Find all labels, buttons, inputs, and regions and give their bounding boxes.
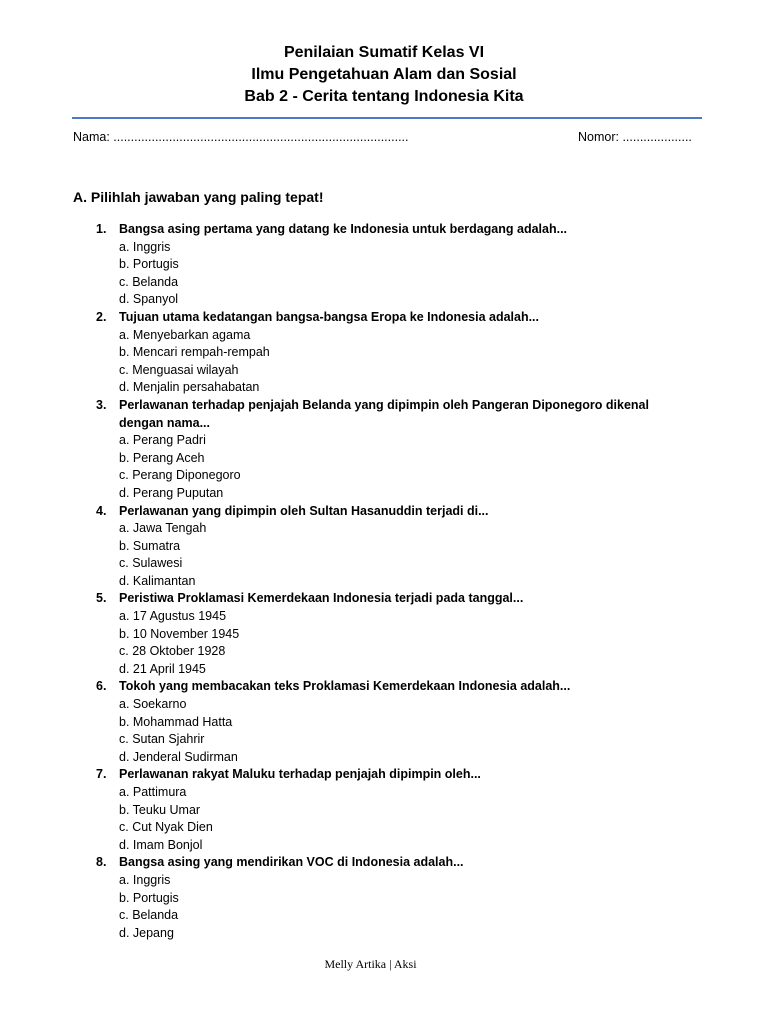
question-number: 2. [96,309,107,324]
question-item [0,397,768,503]
document-title [0,42,768,108]
answer-option: c. Belanda [119,274,179,289]
answer-option: d. Kalimantan [119,573,196,588]
answer-option: b. Portugis [119,890,179,905]
question-item [0,221,768,309]
question-item [0,590,768,678]
question-text: Bangsa asing pertama yang datang ke Indonesia untuk berdagang adalah... [119,222,568,236]
answer-option: d. Jenderal Sudirman [119,749,238,764]
answer-option: c. Cut Nyak Dien [119,820,213,835]
number-field-line: Nomor: .................... [578,130,692,144]
answer-option: a. Pattimura [119,785,187,799]
question-list [0,221,768,942]
answer-option: b. 10 November 1945 [119,626,240,641]
question-text: Tokoh yang membacakan teks Proklamasi Kemerdekaan Indonesia adalah... [119,679,571,694]
question-item [0,678,768,766]
question-text: Bangsa asing yang mendirikan VOC di Indonesia adalah... [119,855,464,870]
question-number: 4. [96,503,107,518]
title-divider [72,117,702,119]
question-number: 8. [96,855,107,870]
question-number: 6. [96,679,107,694]
question-number: 1. [96,222,107,236]
answer-option: a. Inggris [119,872,171,887]
answer-option: c. 28 Oktober 1928 [119,644,226,659]
answer-option: a. Inggris [119,239,171,254]
answer-option: d. Perang Puputan [119,485,224,500]
answer-option: b. Mohammad Hatta [119,714,233,729]
answer-option: c. Belanda [119,908,179,923]
answer-option: c. Perang Diponegoro [119,468,241,483]
footer-credit: Melly Artika | Aksi [324,957,417,971]
answer-option: c. Sulawesi [119,556,183,571]
answer-option: d. Jepang [119,925,174,940]
section-heading: A. Pilihlah jawaban yang paling tepat! [73,189,324,205]
answer-option: b. Perang Aceh [119,450,205,465]
answer-option: b. Sumatra [119,538,181,553]
question-item [0,503,768,591]
question-text: Perlawanan rakyat Maluku terhadap penjajah dipimpin oleh... [119,767,481,782]
answer-option: b. Portugis [119,257,179,272]
question-number: 3. [96,397,107,412]
title-line-2: Ilmu Pengetahuan Alam dan Sosial [251,66,517,83]
answer-option: b. Mencari rempah-rempah [119,345,270,360]
answer-option: d. 21 April 1945 [119,661,206,676]
question-number: 5. [96,591,107,606]
answer-option: a. Jawa Tengah [119,521,207,536]
answer-option: d. Spanyol [119,292,179,307]
answer-option: c. Menguasai wilayah [119,362,239,377]
answer-option: a. Perang Padri [119,433,206,448]
answer-option: d. Imam Bonjol [119,837,203,852]
answer-option: a. Menyebarkan agama [119,327,251,342]
question-item [0,309,768,397]
question-item [0,766,768,854]
question-item [0,854,768,942]
question-text: Perlawanan terhadap penjajah Belanda yang dipimpin oleh Pangeran Diponegoro dikenal dengan nama... [119,397,649,430]
answer-option: a. Soekarno [119,697,187,712]
question-text: Perlawanan yang dipimpin oleh Sultan Hasanuddin terjadi di... [119,503,489,518]
title-line-1: Penilaian Sumatif Kelas VI [283,44,485,61]
answer-option: b. Teuku Umar [119,802,201,817]
question-number: 7. [96,767,107,782]
answer-option: a. 17 Agustus 1945 [119,609,227,624]
answer-option: c. Sutan Sjahrir [119,732,205,747]
question-text: Peristiwa Proklamasi Kemerdekaan Indonesia terjadi pada tanggal... [119,591,524,606]
name-field-line: Nama: ..................................................................................... [73,130,409,144]
answer-option: d. Menjalin persahabatan [119,380,260,395]
title-line-3: Bab 2 - Cerita tentang Indonesia Kita [244,88,524,105]
question-text: Tujuan utama kedatangan bangsa-bangsa Eropa ke Indonesia adalah... [119,309,540,324]
